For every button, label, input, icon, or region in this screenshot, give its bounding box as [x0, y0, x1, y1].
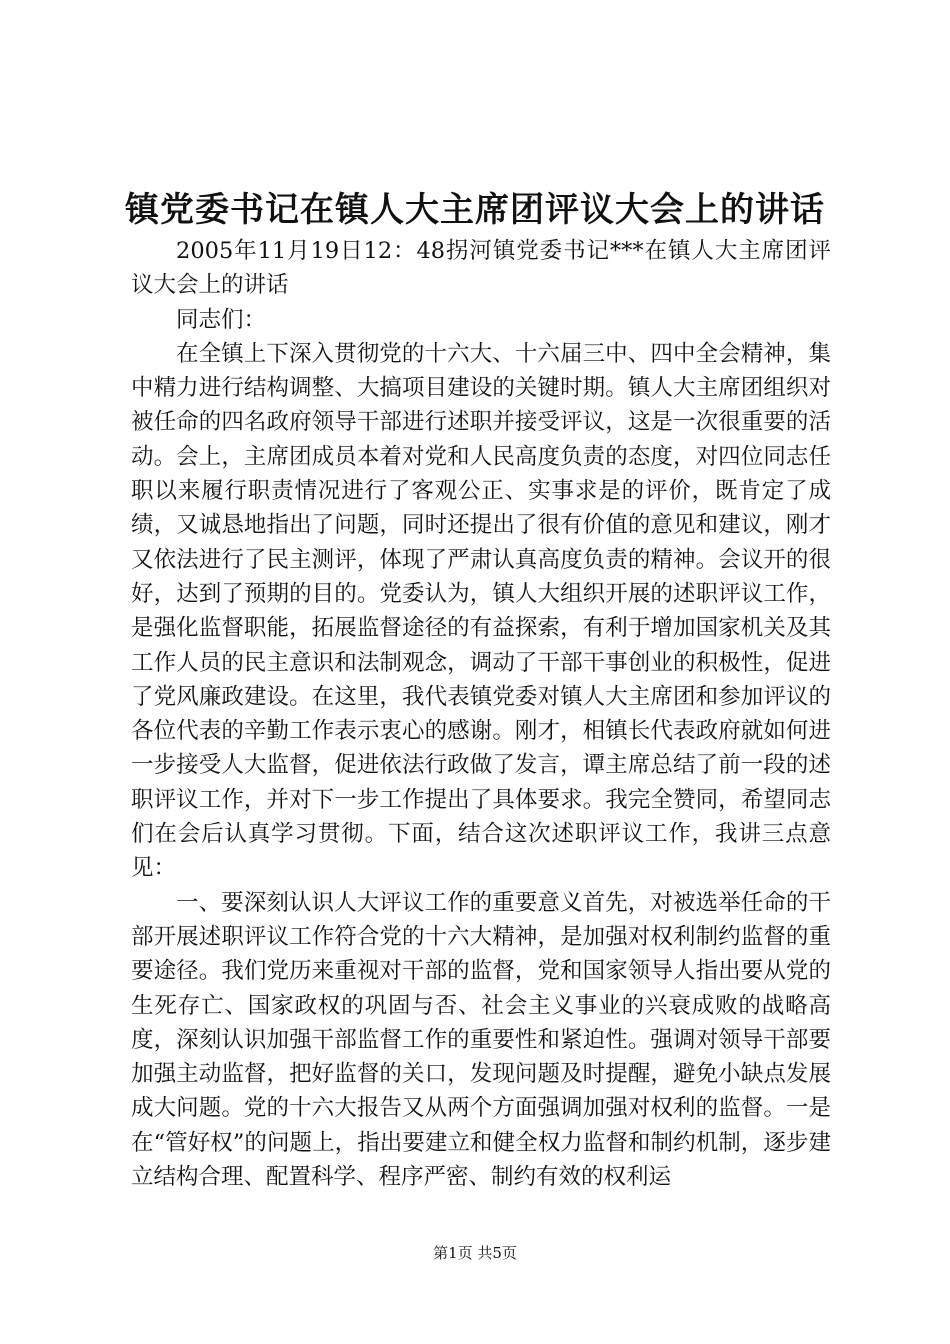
document-body [131, 234, 831, 1194]
document-title: 镇党委书记在镇人大主席团评议大会上的讲话 [125, 190, 825, 230]
dateline-paragraph: 2005年11月19日12：48拐河镇党委书记***在镇人大主席团评议大会上的讲话 [131, 238, 831, 299]
page-footer: 第1页 共5页 [433, 1244, 517, 1262]
salutation-paragraph: 同志们： [176, 306, 267, 333]
body-paragraph: 一、要深刻认识人大评议工作的重要意义首先，对被选举任命的干部开展述职评议工作符合党的十六大精神，是加强对权利制约监督的重要途径。我们党历来重视对干部的监督，党和国家领导人指出要从党的生死存亡、国家政权的巩固与否、社会主义事业的兴衰成败的战略高度，深刻认识加强干部监督工作的重要性和紧迫性。强调对领导干部要加强主动监督，把好监督的关口，发现问题及时提醒，避免小缺点发展成大问题。党的十六大报告又从两个方面强调加强对权利的监督。一是在“管好权”的问题上，指出要建立和健全权力监督和制约机制，逐步建立结构合理、配置科学、程序严密、制约有效的权利运 [131, 889, 831, 1191]
body-paragraph: 在全镇上下深入贯彻党的十六大、十六届三中、四中全会精神，集中精力进行结构调整、大搞项目建设的关键时期。镇人大主席团组织对被任命的四名政府领导干部进行述职并接受评议，这是一次很重要的活动。会上，主席团成员本着对党和人民高度负责的态度，对四位同志任职以来履行职责情况进行了客观公正、实事求是的评价，既肯定了成绩，又诚恳地指出了问题，同时还提出了很有价值的意见和建议，刚才又依法进行了民主测评，体现了严肃认真高度负责的精神。会议开的很好，达到了预期的目的。党委认为，镇人大组织开展的述职评议工作，是强化监督职能，拓展监督途径的有益探索，有利于增加国家机关及其工作人员的民主意识和法制观念，调动了干部干事创业的积极性，促进了党风廉政建设。在这里，我代表镇党委对镇人大主席团和参加评议的各位代表的辛勤工作表示衷心的感谢。刚才，相镇长代表政府就如何进一步接受人大监督，促进依法行政做了发言，谭主席总结了前一段的述职评议工作，并对下一步工作提出了具体要求。我完全赞同，希望同志们在会后认真学习贯彻。下面，结合这次述职评议工作，我讲三点意见： [131, 340, 831, 882]
